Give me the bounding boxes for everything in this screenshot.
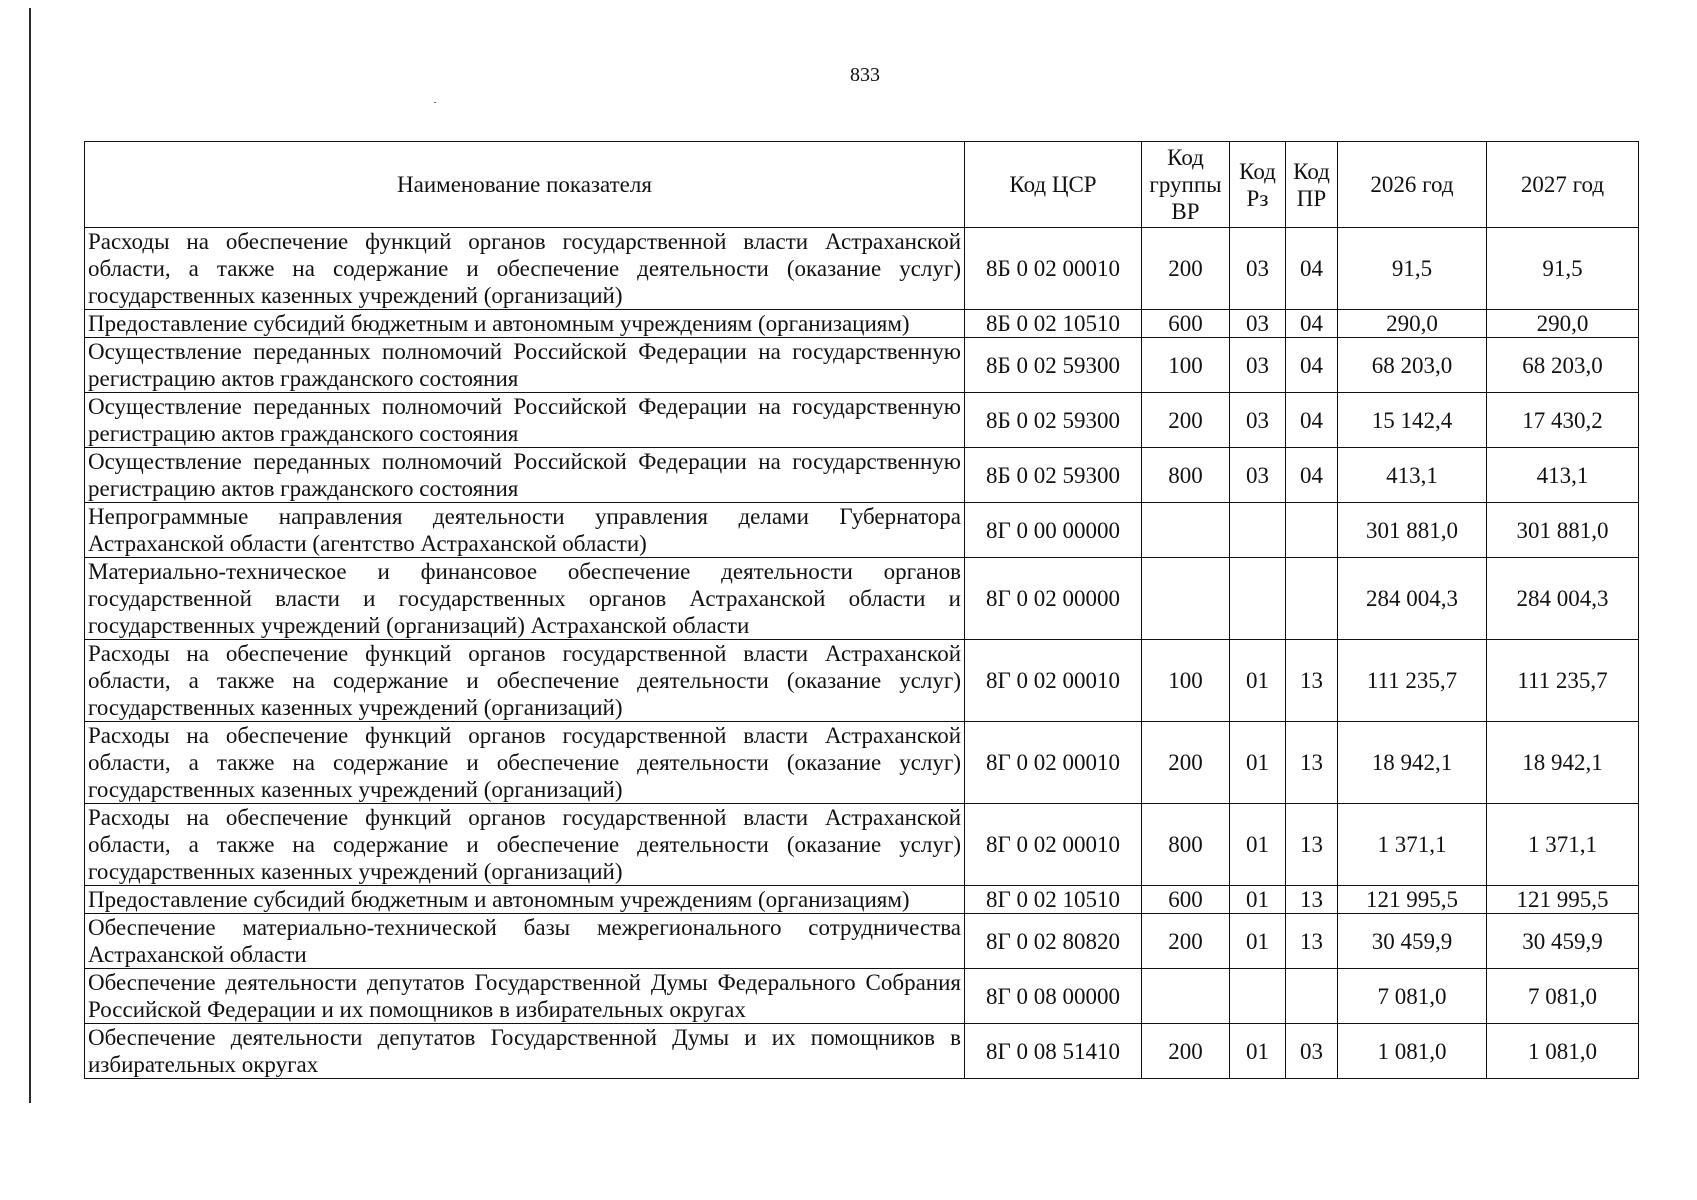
cell-2027: 1 081,0 <box>1487 1024 1639 1079</box>
cell-vr <box>1142 969 1230 1024</box>
header-rz: Код Рз <box>1230 142 1286 228</box>
cell-pr: 13 <box>1286 640 1338 722</box>
table-row <box>85 640 1639 722</box>
cell-pr: 04 <box>1286 310 1338 338</box>
cell-csr: 8Б 0 02 59300 <box>965 448 1142 503</box>
table-body <box>85 228 1639 1079</box>
cell-2027: 290,0 <box>1487 310 1639 338</box>
table-row <box>85 228 1639 310</box>
cell-csr: 8Б 0 02 59300 <box>965 338 1142 393</box>
table-row <box>85 503 1639 558</box>
cell-csr: 8Б 0 02 10510 <box>965 310 1142 338</box>
header-row <box>85 142 1639 228</box>
cell-name: Обеспечение деятельности депутатов Государственной Думы Федерального Собрания Российской Федерации и их помощников в избирательных округах <box>85 969 965 1024</box>
cell-2026: 1 081,0 <box>1338 1024 1487 1079</box>
cell-2026: 7 081,0 <box>1338 969 1487 1024</box>
table-row <box>85 969 1639 1024</box>
cell-2026: 121 995,5 <box>1338 886 1487 914</box>
cell-2026: 284 004,3 <box>1338 558 1487 640</box>
cell-rz: 03 <box>1230 310 1286 338</box>
cell-rz: 03 <box>1230 448 1286 503</box>
cell-pr <box>1286 969 1338 1024</box>
cell-2026: 30 459,9 <box>1338 914 1487 969</box>
cell-name: Осуществление переданных полномочий Российской Федерации на государственную регистрацию актов гражданского состояния <box>85 448 965 503</box>
cell-csr: 8Б 0 02 00010 <box>965 228 1142 310</box>
page-number: 833 <box>850 64 880 86</box>
cell-csr: 8Г 0 08 00000 <box>965 969 1142 1024</box>
cell-vr: 800 <box>1142 804 1230 886</box>
cell-2027: 284 004,3 <box>1487 558 1639 640</box>
cell-csr: 8Г 0 02 00000 <box>965 558 1142 640</box>
cell-rz <box>1230 503 1286 558</box>
cell-rz: 01 <box>1230 640 1286 722</box>
cell-2027: 7 081,0 <box>1487 969 1639 1024</box>
cell-pr <box>1286 503 1338 558</box>
cell-2027: 68 203,0 <box>1487 338 1639 393</box>
cell-name: Предоставление субсидий бюджетным и автономным учреждениям (организациям) <box>85 310 965 338</box>
cell-rz: 01 <box>1230 804 1286 886</box>
binding-margin-line <box>29 8 31 1103</box>
cell-pr: 04 <box>1286 448 1338 503</box>
cell-rz: 03 <box>1230 393 1286 448</box>
cell-csr: 8Г 0 00 00000 <box>965 503 1142 558</box>
cell-name: Расходы на обеспечение функций органов государственной власти Астраханской области, а также на содержание и обеспечение деятельности (оказание услуг) государственных казенных учреждений (организаций) <box>85 228 965 310</box>
cell-vr <box>1142 503 1230 558</box>
cell-2027: 413,1 <box>1487 448 1639 503</box>
table-row <box>85 886 1639 914</box>
cell-name: Расходы на обеспечение функций органов государственной власти Астраханской области, а также на содержание и обеспечение деятельности (оказание услуг) государственных казенных учреждений (организаций) <box>85 722 965 804</box>
cell-2027: 18 942,1 <box>1487 722 1639 804</box>
cell-vr <box>1142 558 1230 640</box>
cell-name: Осуществление переданных полномочий Российской Федерации на государственную регистрацию актов гражданского состояния <box>85 338 965 393</box>
cell-pr: 13 <box>1286 804 1338 886</box>
cell-2026: 413,1 <box>1338 448 1487 503</box>
cell-csr: 8Б 0 02 59300 <box>965 393 1142 448</box>
cell-2026: 15 142,4 <box>1338 393 1487 448</box>
cell-csr: 8Г 0 02 00010 <box>965 640 1142 722</box>
cell-rz: 01 <box>1230 722 1286 804</box>
cell-rz: 01 <box>1230 886 1286 914</box>
table-row <box>85 338 1639 393</box>
cell-rz: 01 <box>1230 914 1286 969</box>
cell-rz <box>1230 558 1286 640</box>
cell-2026: 1 371,1 <box>1338 804 1487 886</box>
table-row <box>85 722 1639 804</box>
cell-vr: 200 <box>1142 228 1230 310</box>
cell-name: Обеспечение деятельности депутатов Государственной Думы и их помощников в избирательных округах <box>85 1024 965 1079</box>
budget-table <box>84 141 1639 1079</box>
cell-pr: 04 <box>1286 393 1338 448</box>
header-pr: Код ПР <box>1286 142 1338 228</box>
cell-pr: 04 <box>1286 228 1338 310</box>
table-row <box>85 804 1639 886</box>
table-row <box>85 393 1639 448</box>
cell-2026: 68 203,0 <box>1338 338 1487 393</box>
cell-2027: 91,5 <box>1487 228 1639 310</box>
cell-pr: 13 <box>1286 914 1338 969</box>
cell-pr: 13 <box>1286 722 1338 804</box>
cell-vr: 800 <box>1142 448 1230 503</box>
cell-vr: 200 <box>1142 393 1230 448</box>
cell-2026: 290,0 <box>1338 310 1487 338</box>
cell-2027: 1 371,1 <box>1487 804 1639 886</box>
cell-vr: 100 <box>1142 338 1230 393</box>
table-row <box>85 1024 1639 1079</box>
header-vr: Код группы ВР <box>1142 142 1230 228</box>
cell-rz: 01 <box>1230 1024 1286 1079</box>
cell-2027: 111 235,7 <box>1487 640 1639 722</box>
header-2027: 2027 год <box>1487 142 1639 228</box>
cell-2026: 18 942,1 <box>1338 722 1487 804</box>
cell-name: Расходы на обеспечение функций органов государственной власти Астраханской области, а также на содержание и обеспечение деятельности (оказание услуг) государственных казенных учреждений (организаций) <box>85 804 965 886</box>
cell-pr: 13 <box>1286 886 1338 914</box>
table-row <box>85 310 1639 338</box>
cell-2026: 111 235,7 <box>1338 640 1487 722</box>
cell-2026: 301 881,0 <box>1338 503 1487 558</box>
table-row <box>85 448 1639 503</box>
cell-vr: 600 <box>1142 886 1230 914</box>
cell-csr: 8Г 0 02 00010 <box>965 722 1142 804</box>
cell-name: Обеспечение материально-технической базы межрегионального сотрудничества Астраханской области <box>85 914 965 969</box>
cell-csr: 8Г 0 02 80820 <box>965 914 1142 969</box>
cell-vr: 200 <box>1142 722 1230 804</box>
cell-vr: 600 <box>1142 310 1230 338</box>
table-header <box>85 142 1639 228</box>
cell-name: Материально-техническое и финансовое обеспечение деятельности органов государственной власти и государственных органов Астраханской области и государственных учреждений (организаций) Астраханской области <box>85 558 965 640</box>
cell-csr: 8Г 0 08 51410 <box>965 1024 1142 1079</box>
cell-csr: 8Г 0 02 00010 <box>965 804 1142 886</box>
cell-rz <box>1230 969 1286 1024</box>
cell-vr: 200 <box>1142 1024 1230 1079</box>
cell-2027: 17 430,2 <box>1487 393 1639 448</box>
cell-pr: 04 <box>1286 338 1338 393</box>
cell-rz: 03 <box>1230 228 1286 310</box>
cell-csr: 8Г 0 02 10510 <box>965 886 1142 914</box>
cell-name: Расходы на обеспечение функций органов государственной власти Астраханской области, а также на содержание и обеспечение деятельности (оказание услуг) государственных казенных учреждений (организаций) <box>85 640 965 722</box>
header-2026: 2026 год <box>1338 142 1487 228</box>
table-row <box>85 558 1639 640</box>
table-row <box>85 914 1639 969</box>
cell-name: Осуществление переданных полномочий Российской Федерации на государственную регистрацию актов гражданского состояния <box>85 393 965 448</box>
cell-rz: 03 <box>1230 338 1286 393</box>
header-csr: Код ЦСР <box>965 142 1142 228</box>
cell-vr: 100 <box>1142 640 1230 722</box>
cell-2027: 30 459,9 <box>1487 914 1639 969</box>
cell-vr: 200 <box>1142 914 1230 969</box>
cell-pr: 03 <box>1286 1024 1338 1079</box>
cell-name: Предоставление субсидий бюджетным и автономным учреждениям (организациям) <box>85 886 965 914</box>
scan-speck <box>434 102 436 103</box>
cell-2026: 91,5 <box>1338 228 1487 310</box>
header-name: Наименование показателя <box>85 142 965 228</box>
cell-name: Непрограммные направления деятельности управления делами Губернатора Астраханской области (агентство Астраханской области) <box>85 503 965 558</box>
cell-2027: 121 995,5 <box>1487 886 1639 914</box>
cell-2027: 301 881,0 <box>1487 503 1639 558</box>
cell-pr <box>1286 558 1338 640</box>
